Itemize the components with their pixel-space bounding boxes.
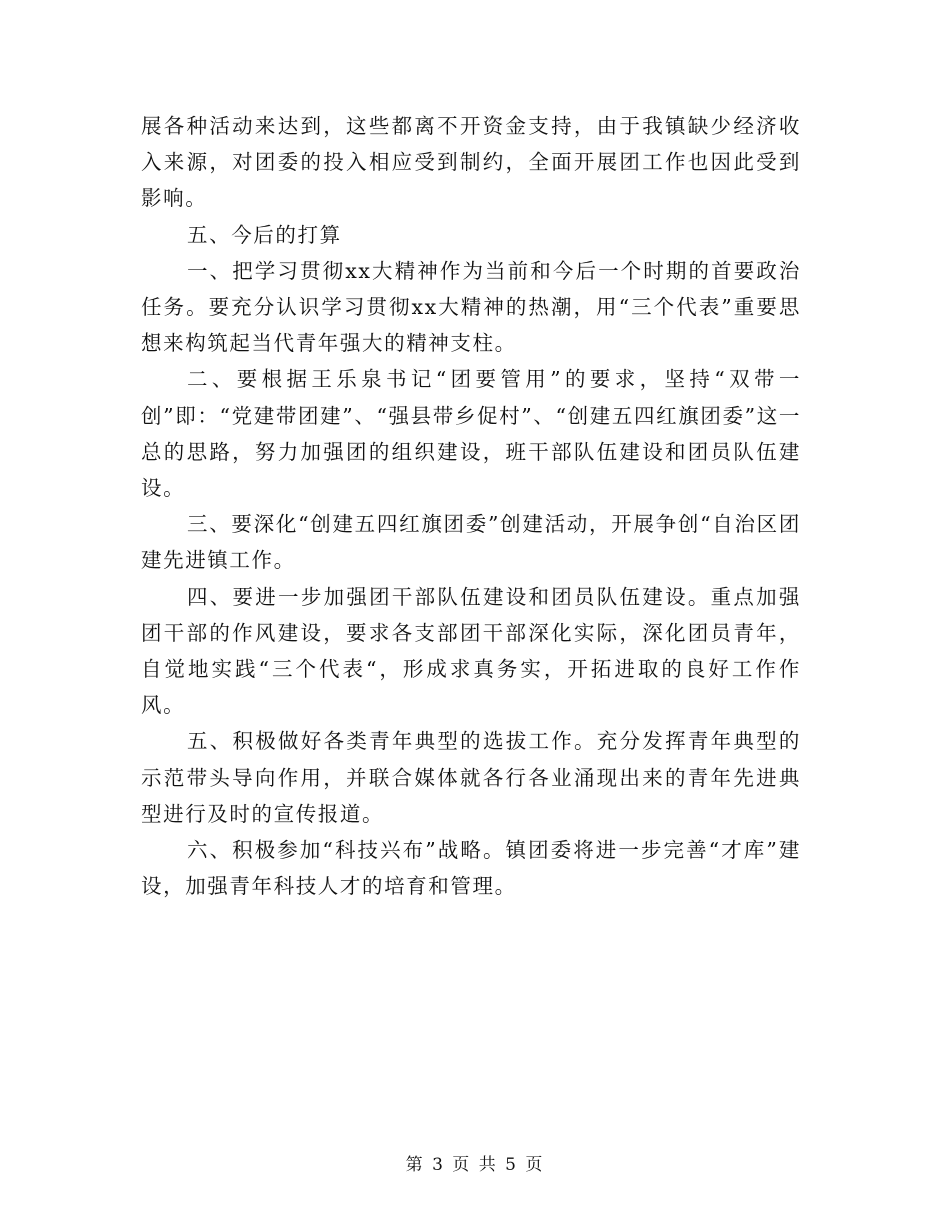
paragraph-plan-1: 一、把学习贯彻xx大精神作为当前和今后一个时期的首要政治任务。要充分认识学习贯彻xx大精神的热潮，用“三个代表”重要思想来构筑起当代青年强大的精神支柱。 (141, 258, 801, 356)
paragraph-plan-3: 三、要深化“创建五四红旗团委”创建活动，开展争创“自治区团建先进镇工作。 (141, 512, 801, 573)
paragraph-plan-5: 五、积极做好各类青年典型的选拔工作。充分发挥青年典型的示范带头导向作用，并联合媒体就各行各业涌现出来的青年先进典型进行及时的宣传报道。 (141, 729, 801, 826)
document-body (141, 108, 801, 904)
paragraph-continuation: 展各种活动来达到，这些都离不开资金支持，由于我镇缺少经济收入来源，对团委的投入相应受到制约，全面开展团工作也因此受到影响。 (141, 114, 801, 211)
paragraph-plan-4: 四、要进一步加强团干部队伍建设和团员队伍建设。重点加强团干部的作风建设，要求各支部团干部深化实际，深化团员青年，自觉地实践“三个代表“，形成求真务实，开拓进取的良好工作作风。 (141, 584, 801, 718)
paragraph-plan-2: 二、要根据王乐泉书记“团要管用”的要求，坚持“双带一创”即：“党建带团建”、“强县带乡促村”、“创建五四红旗团委”这一总的思路，努力加强团的组织建设，班干部队伍建设和团员队伍建设。 (141, 367, 801, 501)
paragraph-plan-6: 六、积极参加“科技兴布”战略。镇团委将进一步完善“才库”建设，加强青年科技人才的培育和管理。 (141, 838, 801, 899)
page-number-footer: 第 3 页 共 5 页 (405, 1155, 545, 1175)
section-heading: 五、今后的打算 (187, 222, 342, 247)
